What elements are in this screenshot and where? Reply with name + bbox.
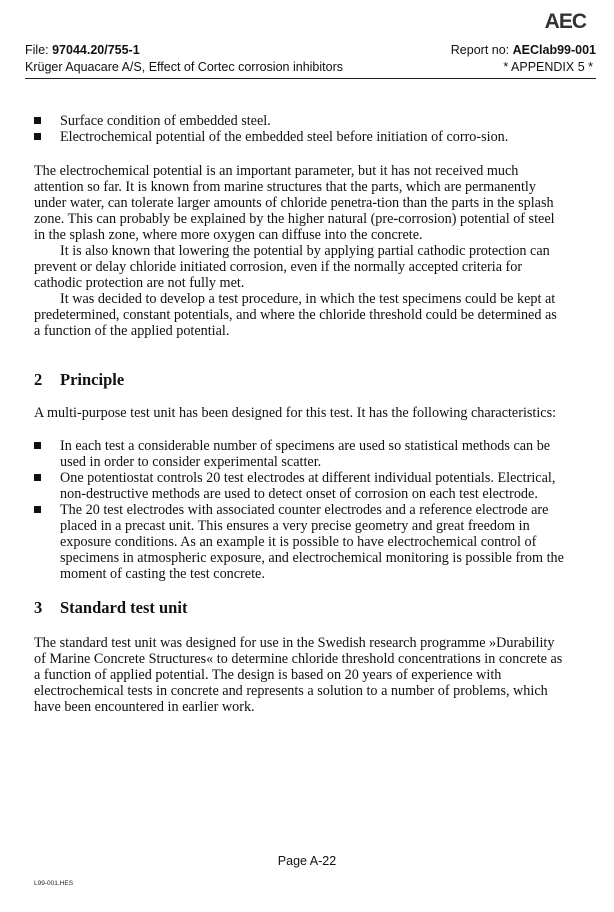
paragraph: The standard test unit was designed for use in the Swedish research programme »Durability of Marine Concrete Structures« to determine chloride threshold concentrations in concrete as a function of applied potential. The design is based on 20 years of experience with electrochemical tests in concrete and represents a solution to a number of problems, which have been encountered in earlier work.	[34, 635, 563, 715]
section-number: 3	[34, 598, 43, 617]
bullet-item	[34, 113, 564, 129]
bullet-item	[34, 438, 564, 470]
document-code: L99-001.HES	[34, 880, 74, 887]
section-heading-principle	[34, 370, 564, 390]
section-number: 2	[34, 370, 43, 389]
bullet-text: Electrochemical potential of the embedded steel before initiation of corro-sion.	[60, 129, 509, 145]
section-title: Principle	[60, 370, 125, 389]
paragraph: A multi-purpose test unit has been designed for this test. It has the following characteristics:	[34, 405, 557, 421]
page-number: Page A-22	[277, 854, 337, 868]
header-row-file	[25, 42, 596, 59]
file-reference	[25, 42, 140, 59]
report-reference	[451, 42, 596, 59]
bullet-item	[34, 502, 564, 582]
file-label: File:	[25, 43, 53, 57]
paragraph: It is also known that lowering the potential by applying partial cathodic protection can prevent or delay chloride initiated corrosion, even if the normally accepted criteria for cathodic protection are not fully met.	[34, 243, 550, 291]
bullet-text: The 20 test electrodes with associated counter electrodes and a reference electrode are placed in a precast unit. This ensures a very precise geometry and great freedom in exposure conditions. As an example it is possible to have electrochemical control of specimens in atmospheric exposure, and electrochemical monitoring is possible from the moment of casting the test concrete.	[60, 502, 564, 582]
aec-logo: AEC	[544, 10, 586, 33]
square-bullet-icon	[34, 117, 41, 124]
bullet-text: One potentiostat controls 20 test electrodes at different individual potentials. Electrical, non-destructive methods are used to detect onset of corrosion on each test electrode.	[60, 470, 556, 502]
square-bullet-icon	[34, 442, 41, 449]
section-title: Standard test unit	[60, 598, 188, 617]
report-value: AEClab99-001	[512, 43, 596, 57]
bullet-item	[34, 470, 564, 502]
header-divider	[25, 78, 596, 79]
file-value: 97044.20/755-1	[52, 43, 140, 57]
paragraph: The electrochemical potential is an important parameter, but it has not received much attention so far. It is known from marine structures that the parts, which are permanently under water, can tolerate larger amounts of chloride penetra-tion than the parts in the splash zone. This can probably be explained by the higher natural (pre-corrosion) potential of steel in the splash zone, where more oxygen can diffuse into the concrete.	[34, 163, 555, 243]
bullet-text: Surface condition of embedded steel.	[60, 113, 271, 129]
bullet-text: In each test a considerable number of specimens are used so statistical methods can be used in order to consider experimental scatter.	[60, 438, 551, 470]
paragraph: It was decided to develop a test procedure, in which the test specimens could be kept at predetermined, constant potentials, and where the chloride threshold could be determined as a function of the applied potential.	[34, 291, 557, 339]
appendix-label: * APPENDIX 5 *	[503, 60, 593, 74]
document-subtitle: Krüger Aquacare A/S, Effect of Cortec corrosion inhibitors	[25, 60, 343, 74]
square-bullet-icon	[34, 133, 41, 140]
bullet-item	[34, 129, 564, 145]
section-heading-standard-test-unit	[34, 598, 564, 618]
square-bullet-icon	[34, 506, 41, 513]
header-row-subtitle	[25, 59, 596, 76]
report-label: Report no:	[450, 43, 513, 57]
document-body	[34, 113, 564, 715]
square-bullet-icon	[34, 474, 41, 481]
